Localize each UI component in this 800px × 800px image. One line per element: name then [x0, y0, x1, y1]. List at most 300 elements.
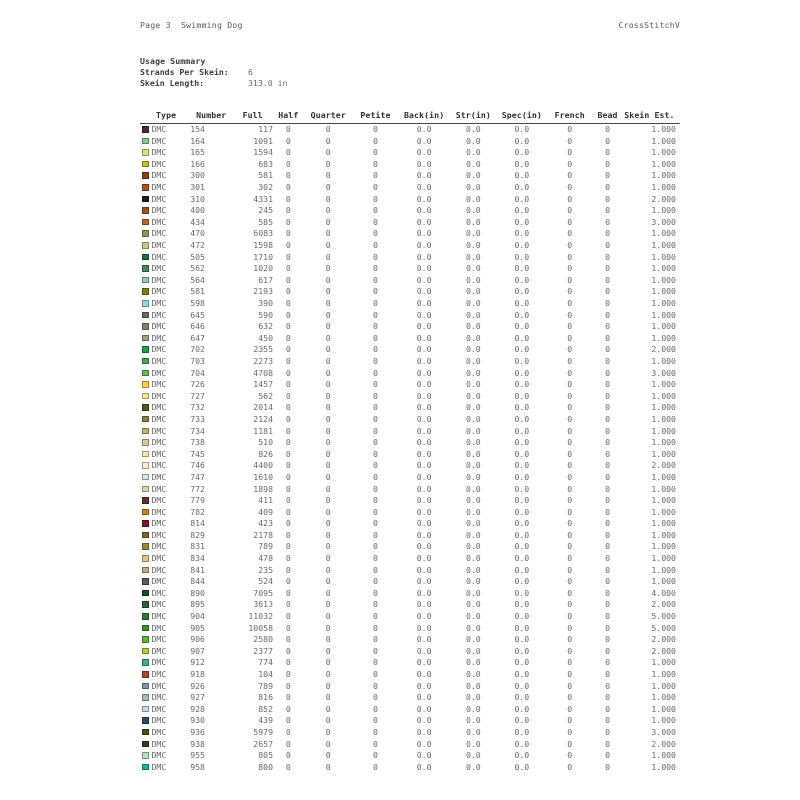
cell-full: 2377 — [253, 645, 274, 656]
cell-str-in: 0.0 — [465, 344, 481, 355]
cell-type — [140, 704, 190, 716]
cell-str-in: 0.0 — [465, 425, 481, 436]
cell-str-in: 0.0 — [465, 413, 481, 424]
cell-bead: 0 — [605, 657, 610, 668]
thread-type-label: DMC — [151, 680, 167, 691]
cell-bead: 0 — [605, 193, 610, 204]
cell-type — [140, 333, 190, 345]
cell-quarter: 0 — [325, 402, 331, 413]
cell-full: 1710 — [253, 251, 274, 262]
cell-petite: 0 — [373, 541, 378, 552]
thread-type-label: DMC — [151, 669, 167, 679]
usage-summary-title: Usage Summary — [140, 56, 206, 66]
thread-color-swatch — [142, 219, 149, 226]
cell-number: 702 — [190, 344, 205, 355]
cell-full: 774 — [258, 657, 274, 668]
cell-bead: 0 — [605, 286, 610, 297]
thread-type-label: DMC — [151, 483, 167, 494]
cell-spec-in: 0.0 — [514, 158, 530, 169]
cell-petite: 0 — [373, 564, 378, 575]
thread-color-swatch — [142, 451, 149, 458]
cell-spec-in: 0.0 — [514, 645, 530, 656]
cell-bead: 0 — [605, 402, 610, 413]
cell-half: 0 — [285, 170, 291, 181]
cell-type — [140, 634, 190, 646]
cell-skein-est: 1.000 — [651, 228, 676, 239]
cell-spec-in: 0.0 — [514, 170, 530, 181]
table-row — [140, 588, 680, 600]
cell-full: 683 — [258, 158, 274, 169]
cell-back-in: 0.0 — [416, 750, 432, 761]
table-row — [140, 263, 680, 275]
cell-bead: 0 — [605, 344, 610, 355]
cell-bead: 0 — [605, 135, 610, 146]
usage-table-header — [140, 110, 680, 124]
cell-back-in: 0.0 — [416, 460, 432, 471]
thread-color-swatch — [142, 741, 149, 748]
thread-type-label: DMC — [151, 367, 167, 378]
cell-full: 6083 — [253, 228, 274, 239]
cell-petite: 0 — [373, 715, 378, 726]
table-row — [140, 159, 680, 171]
cell-type — [140, 136, 190, 148]
cell-type — [140, 669, 190, 681]
cell-full: 789 — [258, 541, 274, 552]
thread-color-swatch — [142, 126, 149, 133]
cell-number: 703 — [190, 355, 205, 366]
cell-petite: 0 — [373, 205, 378, 216]
cell-number: 470 — [190, 228, 205, 239]
cell-half: 0 — [285, 228, 291, 239]
cell-number: 779 — [190, 495, 205, 506]
cell-type — [140, 727, 190, 739]
cell-number: 844 — [190, 576, 205, 587]
cell-number: 936 — [190, 726, 205, 737]
cell-type — [140, 646, 190, 658]
cell-skein-est: 1.000 — [651, 750, 676, 761]
cell-bead: 0 — [605, 645, 610, 656]
cell-str-in: 0.0 — [465, 437, 481, 448]
cell-petite: 0 — [373, 587, 378, 598]
cell-petite: 0 — [373, 425, 378, 436]
cell-french: 0 — [567, 135, 573, 146]
cell-number: 727 — [190, 390, 205, 401]
cell-str-in: 0.0 — [465, 657, 481, 668]
cell-skein-est: 2.000 — [651, 193, 676, 204]
cell-french: 0 — [567, 251, 573, 262]
cell-number: 645 — [190, 309, 205, 320]
thread-type-label: DMC — [151, 529, 167, 540]
cell-skein-est: 1.000 — [651, 761, 676, 772]
cell-type — [140, 750, 190, 762]
cell-back-in: 0.0 — [416, 518, 432, 529]
cell-half: 0 — [285, 240, 291, 251]
cell-petite: 0 — [373, 124, 378, 135]
cell-half: 0 — [285, 738, 291, 749]
thread-color-swatch — [142, 683, 149, 690]
cell-number: 955 — [190, 750, 205, 761]
cell-skein-est: 1.000 — [651, 553, 676, 564]
thread-type-label: DMC — [151, 182, 167, 193]
table-row — [140, 217, 680, 229]
cell-skein-est: 1.000 — [651, 413, 676, 424]
cell-bead: 0 — [605, 263, 610, 274]
cell-type — [140, 611, 190, 623]
cell-petite: 0 — [373, 669, 378, 679]
cell-skein-est: 1.000 — [651, 321, 676, 332]
cell-petite: 0 — [373, 634, 378, 645]
cell-quarter: 0 — [325, 692, 331, 703]
cell-quarter: 0 — [325, 355, 331, 366]
cell-half: 0 — [285, 448, 291, 459]
thread-color-swatch — [142, 138, 149, 145]
cell-half: 0 — [285, 529, 291, 540]
cell-str-in: 0.0 — [465, 240, 481, 251]
cell-quarter: 0 — [325, 495, 331, 506]
cell-full: 104 — [258, 669, 274, 679]
cell-str-in: 0.0 — [465, 147, 481, 158]
cell-back-in: 0.0 — [416, 506, 432, 517]
cell-skein-est: 1.000 — [651, 170, 676, 181]
thread-color-swatch — [142, 358, 149, 365]
cell-skein-est: 1.000 — [651, 251, 676, 262]
cell-french: 0 — [567, 379, 573, 390]
table-row — [140, 565, 680, 577]
cell-skein-est: 1.000 — [651, 402, 676, 413]
thread-color-swatch — [142, 184, 149, 191]
cell-quarter: 0 — [325, 761, 331, 772]
thread-color-swatch — [142, 601, 149, 608]
cell-bead: 0 — [605, 541, 610, 552]
cell-str-in: 0.0 — [465, 529, 481, 540]
table-row — [140, 426, 680, 438]
cell-type — [140, 170, 190, 182]
thread-color-swatch — [142, 590, 149, 597]
cell-str-in: 0.0 — [465, 692, 481, 703]
cell-skein-est: 1.000 — [651, 715, 676, 726]
cell-back-in: 0.0 — [416, 599, 432, 610]
table-row — [140, 507, 680, 519]
cell-str-in: 0.0 — [465, 332, 481, 343]
cell-type — [140, 252, 190, 264]
thread-color-swatch — [142, 462, 149, 469]
cell-back-in: 0.0 — [416, 367, 432, 378]
cell-french: 0 — [567, 518, 573, 529]
cell-number: 310 — [190, 193, 205, 204]
table-row — [140, 704, 680, 716]
cell-skein-est: 5.000 — [651, 611, 676, 622]
cell-bead: 0 — [605, 309, 610, 320]
cell-back-in: 0.0 — [416, 251, 432, 262]
cell-skein-est: 1.000 — [651, 448, 676, 459]
table-row — [140, 449, 680, 461]
cell-bead: 0 — [605, 738, 610, 749]
cell-bead: 0 — [605, 564, 610, 575]
cell-petite: 0 — [373, 216, 378, 227]
cell-type — [140, 715, 190, 727]
table-row — [140, 136, 680, 148]
cell-petite: 0 — [373, 286, 378, 297]
cell-type — [140, 356, 190, 368]
cell-half: 0 — [285, 715, 291, 726]
cell-type — [140, 588, 190, 600]
cell-skein-est: 1.000 — [651, 506, 676, 517]
cell-quarter: 0 — [325, 483, 331, 494]
cell-petite: 0 — [373, 622, 378, 633]
cell-full: 1598 — [253, 240, 274, 251]
cell-number: 166 — [190, 158, 205, 169]
cell-spec-in: 0.0 — [514, 147, 530, 158]
cell-half: 0 — [285, 251, 291, 262]
cell-french: 0 — [567, 344, 573, 355]
cell-quarter: 0 — [325, 321, 331, 332]
thread-color-swatch — [142, 277, 149, 284]
cell-half: 0 — [285, 703, 291, 714]
cell-french: 0 — [567, 529, 573, 540]
cell-number: 154 — [190, 124, 205, 135]
cell-type — [140, 147, 190, 159]
cell-half: 0 — [285, 471, 291, 482]
cell-back-in: 0.0 — [416, 170, 432, 181]
table-row — [140, 124, 680, 136]
thread-color-swatch — [142, 532, 149, 539]
cell-back-in: 0.0 — [416, 541, 432, 552]
cell-number: 904 — [190, 611, 205, 622]
cell-skein-est: 1.000 — [651, 564, 676, 575]
cell-half: 0 — [285, 135, 291, 146]
cell-french: 0 — [567, 471, 573, 482]
cell-petite: 0 — [373, 379, 378, 390]
cell-petite: 0 — [373, 460, 378, 471]
thread-color-swatch — [142, 265, 149, 272]
cell-petite: 0 — [373, 170, 378, 181]
cell-number: 434 — [190, 216, 205, 227]
cell-french: 0 — [567, 355, 573, 366]
thread-type-label: DMC — [151, 298, 167, 308]
cell-quarter: 0 — [325, 367, 331, 378]
thread-type-label: DMC — [151, 286, 167, 297]
cell-bead: 0 — [605, 216, 610, 227]
page-header-left: Page 3 Swimming Dog — [140, 20, 243, 30]
cell-str-in: 0.0 — [465, 228, 481, 239]
table-row — [140, 414, 680, 426]
cell-skein-est: 2.000 — [651, 599, 676, 610]
table-row — [140, 310, 680, 322]
cell-bead: 0 — [605, 182, 610, 193]
cell-skein-est: 1.000 — [651, 332, 676, 343]
cell-str-in: 0.0 — [465, 390, 481, 401]
cell-number: 647 — [190, 332, 205, 343]
cell-number: 927 — [190, 692, 205, 703]
cell-type — [140, 124, 190, 136]
cell-spec-in: 0.0 — [514, 274, 530, 285]
cell-petite: 0 — [373, 240, 378, 251]
cell-bead: 0 — [605, 587, 610, 598]
cell-spec-in: 0.0 — [514, 390, 530, 401]
cell-quarter: 0 — [325, 309, 331, 320]
cell-back-in: 0.0 — [416, 692, 432, 703]
thread-color-swatch — [142, 486, 149, 493]
cell-half: 0 — [285, 298, 291, 308]
cell-quarter: 0 — [325, 344, 331, 355]
running-header — [140, 20, 680, 30]
cell-skein-est: 1.000 — [651, 390, 676, 401]
cell-half: 0 — [285, 390, 291, 401]
cell-type — [140, 541, 190, 553]
cell-type — [140, 159, 190, 171]
cell-str-in: 0.0 — [465, 703, 481, 714]
cell-half: 0 — [285, 355, 291, 366]
cell-spec-in: 0.0 — [514, 692, 530, 703]
cell-french: 0 — [567, 564, 573, 575]
cell-str-in: 0.0 — [465, 483, 481, 494]
cell-skein-est: 1.000 — [651, 274, 676, 285]
thread-type-label: DMC — [151, 402, 167, 413]
cell-skein-est: 1.000 — [651, 518, 676, 529]
thread-color-swatch — [142, 648, 149, 655]
cell-french: 0 — [567, 390, 573, 401]
cell-french: 0 — [567, 703, 573, 714]
thread-type-label: DMC — [151, 576, 167, 587]
cell-full: 409 — [258, 506, 274, 517]
table-row — [140, 518, 680, 530]
cell-french: 0 — [567, 483, 573, 494]
cell-number: 829 — [190, 529, 205, 540]
cell-full: 117 — [258, 124, 274, 135]
cell-full: 816 — [258, 692, 274, 703]
cell-bead: 0 — [605, 599, 610, 610]
cell-spec-in: 0.0 — [514, 541, 530, 552]
cell-number: 928 — [190, 703, 205, 714]
cell-half: 0 — [285, 216, 291, 227]
cell-full: 7095 — [253, 587, 274, 598]
cell-str-in: 0.0 — [465, 448, 481, 459]
cell-full: 510 — [258, 437, 274, 448]
cell-quarter: 0 — [325, 587, 331, 598]
cell-french: 0 — [567, 576, 573, 587]
cell-str-in: 0.0 — [465, 355, 481, 366]
table-row — [140, 368, 680, 380]
thread-type-label: DMC — [151, 541, 167, 552]
thread-color-swatch — [142, 671, 149, 678]
cell-type — [140, 518, 190, 530]
thread-type-label: DMC — [151, 622, 167, 633]
cell-skein-est: 1.000 — [651, 240, 676, 251]
cell-half: 0 — [285, 205, 291, 216]
cell-back-in: 0.0 — [416, 147, 432, 158]
cell-half: 0 — [285, 158, 291, 169]
cell-half: 0 — [285, 634, 291, 645]
cell-number: 732 — [190, 402, 205, 413]
cell-back-in: 0.0 — [416, 135, 432, 146]
cell-str-in: 0.0 — [465, 564, 481, 575]
cell-str-in: 0.0 — [465, 182, 481, 193]
table-row — [140, 437, 680, 449]
cell-petite: 0 — [373, 529, 378, 540]
thread-color-swatch — [142, 694, 149, 701]
cell-bead: 0 — [605, 251, 610, 262]
table-row — [140, 333, 680, 345]
cell-skein-est: 1.000 — [651, 147, 676, 158]
thread-color-swatch — [142, 613, 149, 620]
cell-petite: 0 — [373, 761, 378, 772]
cell-str-in: 0.0 — [465, 622, 481, 633]
cell-number: 646 — [190, 321, 205, 332]
cell-bead: 0 — [605, 622, 610, 633]
cell-spec-in: 0.0 — [514, 332, 530, 343]
cell-str-in: 0.0 — [465, 286, 481, 297]
cell-back-in: 0.0 — [416, 553, 432, 564]
table-row — [140, 541, 680, 553]
cell-petite: 0 — [373, 680, 378, 691]
cell-str-in: 0.0 — [465, 587, 481, 598]
cell-skein-est: 1.000 — [651, 529, 676, 540]
table-row — [140, 739, 680, 751]
table-row — [140, 356, 680, 368]
cell-back-in: 0.0 — [416, 738, 432, 749]
cell-number: 704 — [190, 367, 205, 378]
cell-skein-est: 1.000 — [651, 355, 676, 366]
thread-color-swatch — [142, 764, 149, 771]
cell-bead: 0 — [605, 703, 610, 714]
cell-bead: 0 — [605, 205, 610, 216]
cell-full: 4331 — [253, 193, 274, 204]
table-row — [140, 599, 680, 611]
cell-number: 831 — [190, 541, 205, 552]
cell-bead: 0 — [605, 529, 610, 540]
thread-color-swatch — [142, 578, 149, 585]
table-row — [140, 611, 680, 623]
thread-type-label: DMC — [151, 471, 167, 482]
cell-spec-in: 0.0 — [514, 286, 530, 297]
cell-french: 0 — [567, 158, 573, 169]
table-row — [140, 240, 680, 252]
cell-skein-est: 3.000 — [651, 216, 676, 227]
cell-half: 0 — [285, 309, 291, 320]
cell-french: 0 — [567, 460, 573, 471]
cell-petite: 0 — [373, 506, 378, 517]
cell-quarter: 0 — [325, 437, 331, 448]
cell-skein-est: 1.000 — [651, 483, 676, 494]
cell-full: 302 — [258, 182, 274, 193]
cell-type — [140, 286, 190, 298]
cell-str-in: 0.0 — [465, 680, 481, 691]
cell-skein-est: 1.000 — [651, 158, 676, 169]
cell-type — [140, 472, 190, 484]
cell-bead: 0 — [605, 495, 610, 506]
cell-number: 562 — [190, 263, 205, 274]
cell-bead: 0 — [605, 124, 610, 135]
cell-skein-est: 1.000 — [651, 205, 676, 216]
col-header-french: French — [554, 110, 585, 120]
cell-half: 0 — [285, 645, 291, 656]
cell-quarter: 0 — [325, 529, 331, 540]
cell-french: 0 — [567, 657, 573, 668]
thread-type-label: DMC — [151, 263, 167, 274]
cell-spec-in: 0.0 — [514, 413, 530, 424]
cell-type — [140, 310, 190, 322]
table-row — [140, 669, 680, 681]
cell-type — [140, 692, 190, 704]
cell-petite: 0 — [373, 263, 378, 274]
cell-full: 2657 — [253, 738, 274, 749]
cell-french: 0 — [567, 124, 573, 135]
cell-skein-est: 2.000 — [651, 634, 676, 645]
cell-str-in: 0.0 — [465, 298, 481, 308]
cell-bead: 0 — [605, 332, 610, 343]
thread-color-swatch — [142, 543, 149, 550]
cell-spec-in: 0.0 — [514, 228, 530, 239]
